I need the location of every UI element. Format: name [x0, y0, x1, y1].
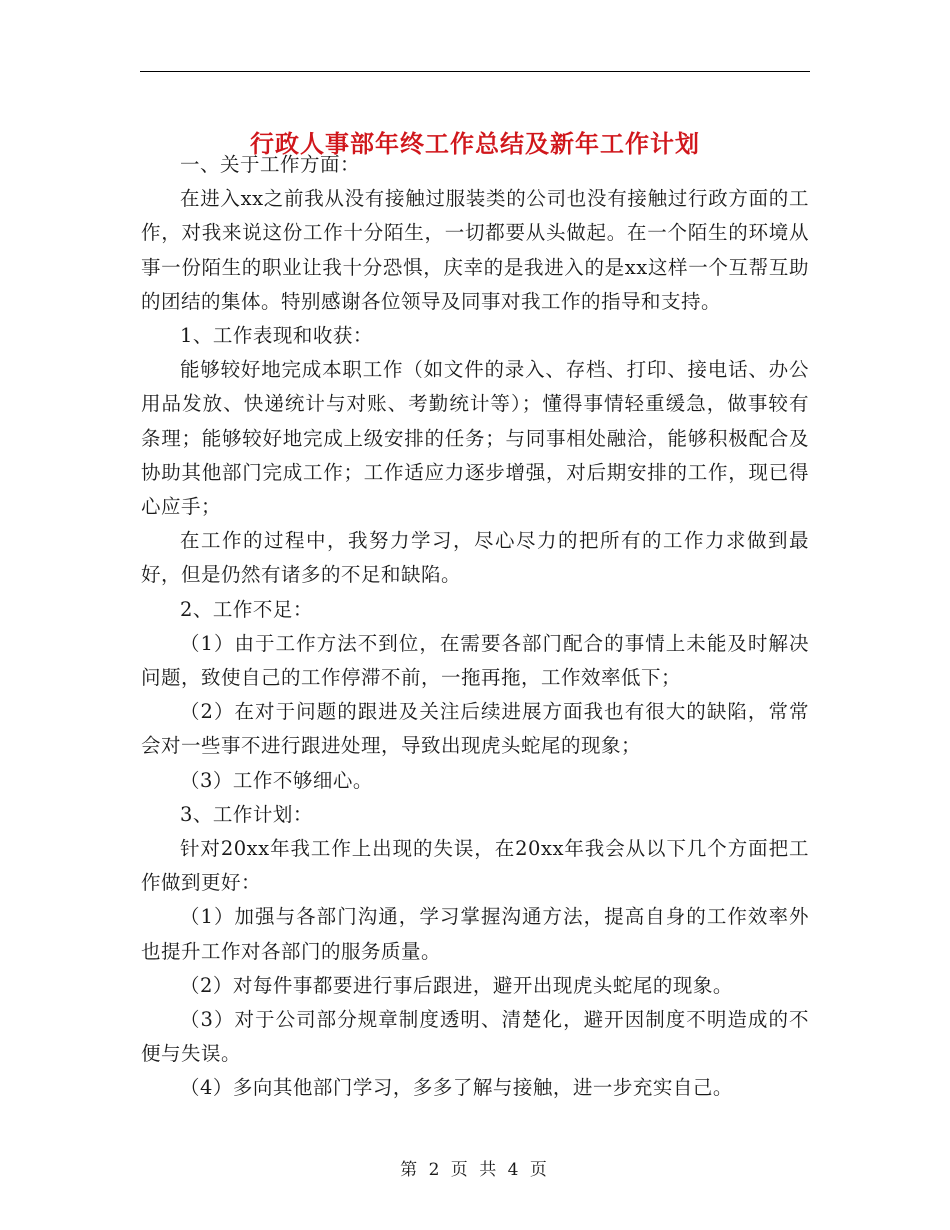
plan-item-1: （1）加强与各部门沟通，学习掌握沟通方法，提高自身的工作效率外也提升工作对各部门的服务质量。	[141, 905, 809, 963]
paragraph-plan-intro: 针对20xx年我工作上出现的失误，在20xx年我会从以下几个方面把工作做到更好：	[141, 837, 809, 895]
paragraph-performance: 能够较好地完成本职工作（如文件的录入、存档、打印、接电话、办公用品发放、快递统计与对账、考勤统计等）；懂得事情轻重缓急，做事较有条理；能够较好地完成上级安排的任务；与同事相处融洽，能够积极配合及协助其他部门完成工作；工作适应力逐步增强，对后期安排的工作，现已得心应手；	[141, 358, 809, 519]
plan-item-4: （4）多向其他部门学习，多多了解与接触，进一步充实自己。	[180, 1076, 733, 1100]
shortcoming-item-2: （2）在对于问题的跟进及关注后续进展方面我也有很大的缺陷，常常会对一些事不进行跟进处理，导致出现虎头蛇尾的现象；	[141, 700, 809, 758]
page-number: 第 2 页 共 4 页	[400, 1160, 550, 1180]
subheading-shortcomings: 2、工作不足：	[180, 597, 313, 621]
paragraph-effort: 在工作的过程中，我努力学习，尽心尽力的把所有的工作力求做到最好，但是仍然有诸多的不足和缺陷。	[141, 529, 809, 587]
paragraph-intro: 在进入xx之前我从没有接触过服装类的公司也没有接触过行政方面的工作，对我来说这份工作十分陌生，一切都要从头做起。在一个陌生的环境从事一份陌生的职业让我十分恐惧，庆幸的是我进入的是xx这样一个互帮互助的团结的集体。特别感谢各位领导及同事对我工作的指导和支持。	[141, 187, 809, 313]
plan-item-2: （2）对每件事都要进行事后跟进，避开出现虎头蛇尾的现象。	[180, 973, 733, 997]
section-heading-work: 一、关于工作方面：	[180, 153, 361, 176]
document-body	[141, 148, 809, 1106]
subheading-plan: 3、工作计划：	[180, 802, 313, 826]
plan-item-3: （3）对于公司部分规章制度透明、清楚化，避开因制度不明造成的不便与失误。	[141, 1008, 809, 1066]
subheading-performance: 1、工作表现和收获：	[180, 324, 373, 348]
document-title: 行政人事部年终工作总结及新年工作计划	[250, 130, 700, 159]
shortcoming-item-3: （3）工作不够细心。	[180, 768, 373, 792]
header-rule	[140, 71, 810, 72]
shortcoming-item-1: （1）由于工作方法不到位，在需要各部门配合的事情上未能及时解决问题，致使自己的工作停滞不前，一拖再拖，工作效率低下；	[141, 631, 809, 690]
